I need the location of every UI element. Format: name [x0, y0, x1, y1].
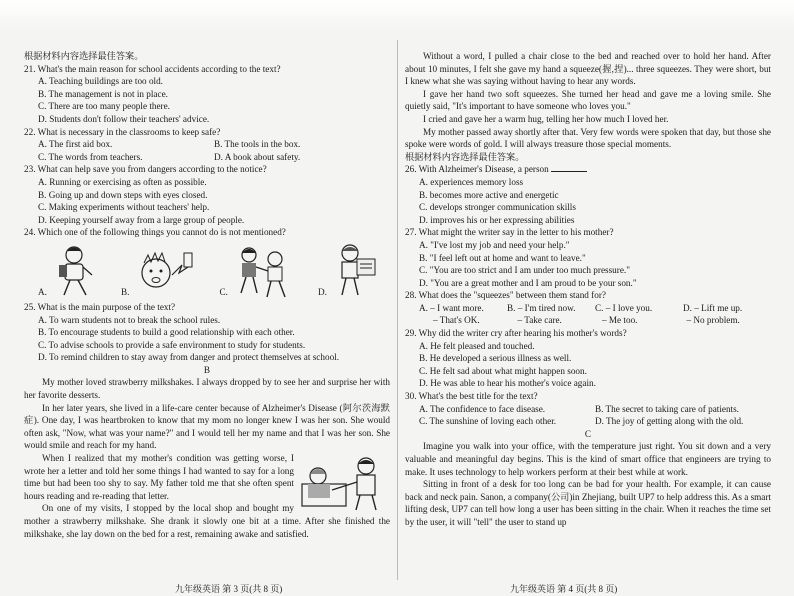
q23-option-a: A. Running or exercising as often as possible.: [38, 176, 207, 187]
passage-b-paragraph-3: When I realized that my mother's condition was getting worse, I wrote her a letter and told her some things I had wanted to say for a long time but had been too shy to say. My father told me that she often spent hours reading and re-reading that letter.: [24, 453, 294, 501]
q30-option-a: A. The confidence to face disease.: [419, 403, 546, 414]
q24-label-c: C.: [219, 287, 228, 298]
q22-option-c: C. The words from teachers.: [38, 151, 143, 162]
page-footer-left: 九年级英语 第 3 页(共 8 页): [175, 584, 283, 594]
q26-option-a: A. experiences memory loss: [419, 176, 524, 187]
q24-label-a: A.: [38, 287, 47, 298]
q28-row-1: [419, 302, 771, 315]
q23-option-d: D. Keeping yourself away from a large group of people.: [38, 214, 245, 225]
q28-option-b: B. – I'm tired now.: [507, 302, 576, 313]
question-26-text: 26. With Alzheimer's Disease, a person: [405, 164, 549, 175]
q26-option-b: B. becomes more active and energetic: [419, 189, 559, 200]
q24-pictures: [38, 241, 380, 299]
q21-option-b: B. The management is not in place.: [38, 88, 168, 99]
q24-picture-c: [220, 245, 295, 299]
q28-option-d-reply: – No problem.: [686, 315, 740, 326]
q28-option-c: C. – I love you.: [595, 302, 653, 313]
q30-row-1: [419, 403, 771, 416]
page-footer-right: 九年级英语 第 4 页(共 8 页): [510, 584, 618, 594]
q25-option-c: C. To advise schools to provide a safe environment to study for students.: [38, 339, 306, 350]
q24-label-d: D.: [318, 287, 327, 298]
running-child-illustration: [50, 245, 98, 299]
question-27: 27. What might the writer say in the letter to his mother?: [405, 227, 614, 238]
passage-b-paragraph-7: I cried and gave her a warm hug, telling her how much I loved her.: [423, 113, 669, 124]
instruction-b: 根据材料内容选择最佳答案。: [405, 151, 525, 162]
q25-option-b: B. To encourage students to build a good relationship with each other.: [38, 327, 295, 338]
q21-option-a: A. Teaching buildings are too old.: [38, 76, 163, 87]
question-21: 21. What's the main reason for school accidents according to the text?: [24, 63, 281, 74]
fighting-children-illustration: [231, 245, 295, 299]
instruction: 根据材料内容选择最佳答案。: [24, 51, 144, 61]
passage-c-paragraph-2: Sitting in front of a desk for too long can be bad for your health. For example, it can cause back and neck pain. Sanon, a company(公司)in Zhejiang, built UP7 to help address this. As a smart lifting desk, UP7 can tell how long a user has been sitting in the chair. When it reaches the time set by the user, it will "tell" the user to stand up: [405, 479, 771, 527]
section-c-heading: C: [584, 428, 592, 439]
mother-son-illustration: [300, 454, 390, 512]
column-divider: [397, 40, 398, 580]
question-24: 24. Which one of the following things you cannot do is not mentioned?: [24, 227, 286, 238]
question-26: [405, 163, 771, 176]
q24-picture-d: [318, 243, 380, 299]
question-22: 22. What is necessary in the classrooms to keep safe?: [24, 126, 221, 137]
q30-option-b: B. The secret to taking care of patients.: [595, 403, 739, 414]
q27-option-b: B. "I feel left out at home and want to leave.": [419, 252, 586, 263]
reading-child-illustration: [330, 243, 380, 299]
q29-option-c: C. He felt sad about what might happen soon.: [419, 365, 587, 376]
passage-b-paragraph-2: In her later years, she lived in a life-care center because of Alzheimer's Disease (阿尔茨海默症). One day, I was heartbroken to know that my mom no longer knew I was her son. She would often ask, "Now, what was your name?" and I would tell her my name and that I was her son. She would smile and reach for my hand.: [24, 402, 390, 451]
q28-option-c-reply: – Me too.: [602, 315, 638, 326]
q28-row-2: [419, 314, 771, 327]
passage-c-paragraph-1: Imagine you walk into your office, with the temperature just right. You sit down and a very valuable and meaningful day begins. This is the kind of smart office that engineers are trying to make. It uses technology to help workers perform at their best while at work.: [405, 441, 771, 477]
q29-option-d: D. He was able to hear his mother's voice again.: [419, 378, 596, 389]
q25-option-d: D. To remind children to stay away from danger and protect themselves at school.: [38, 352, 340, 363]
q21-option-d: D. Students don't follow their teachers' advice.: [38, 113, 210, 124]
q28-option-d: D. – Lift me up.: [683, 302, 743, 313]
q30-option-c: C. The sunshine of loving each other.: [419, 416, 557, 427]
q27-option-d: D. "You are a great mother and I am proud to be your son.": [419, 277, 637, 288]
q27-option-a: A. "I've lost my job and need your help.": [419, 239, 570, 250]
q25-option-a: A. To warn students not to break the school rules.: [38, 314, 221, 325]
q21-option-c: C. There are too many people there.: [38, 101, 170, 112]
passage-b-paragraph-6: I gave her hand two soft squeezes. She turned her head and gave me a loving smile. She quietly said, "It's important to have someone who loves you.": [405, 88, 771, 112]
q26-option-c: C. develops stronger communication skills: [419, 202, 576, 213]
q24-picture-b: [121, 249, 196, 299]
section-b-heading: B: [203, 364, 211, 375]
q23-option-b: B. Going up and down steps with eyes closed.: [38, 189, 208, 200]
q28-option-a-reply: – That's OK.: [433, 315, 480, 326]
q30-row-2: [419, 415, 771, 428]
q30-option-d: D. The joy of getting along with the old.: [595, 416, 744, 427]
question-23: 23. What can help save you from dangers according to the notice?: [24, 164, 267, 175]
q23-option-c: C. Making experiments without teachers' help.: [38, 202, 210, 213]
q22-row-1: [38, 138, 390, 151]
electric-shock-illustration: [132, 249, 196, 299]
q24-label-b: B.: [121, 287, 130, 298]
answer-blank: [551, 163, 587, 172]
q29-option-a: A. He felt pleased and touched.: [419, 340, 535, 351]
q24-picture-a: [38, 245, 98, 299]
q29-option-b: B. He developed a serious illness as well.: [419, 353, 572, 364]
q22-row-2: [38, 151, 390, 164]
q22-option-a: A. The first aid box.: [38, 139, 113, 150]
q22-option-d: D. A book about safety.: [214, 151, 301, 162]
q27-option-c: C. "You are too strict and I am under too much pressure.": [419, 265, 630, 276]
question-28: 28. What does the "squeezes" between them stand for?: [405, 290, 606, 301]
left-column: [24, 50, 390, 540]
scan-edge: [0, 0, 794, 30]
q28-option-b-reply: – Take care.: [517, 315, 562, 326]
passage-b-paragraph-5: Without a word, I pulled a chair close to the bed and reached over to hold her hand. After about 10 minutes, I felt she gave my hand a squeeze(握,捏)... three squeezes. They were short, but I knew what she was saying without having to hear any words.: [405, 51, 771, 87]
question-29: 29. Why did the writer cry after hearing his mother's words?: [405, 328, 627, 339]
question-30: 30. What's the best title for the text?: [405, 391, 538, 402]
question-25: 25. What is the main purpose of the text?: [24, 301, 176, 312]
passage-b-paragraph-4: On one of my visits, I stopped by the local shop and bought my mother a strawberry milkshake. She drank it slowly one bit at a time. After she finished the milkshake, she lay down on the bed for a rest, remaining awake and satisfied.: [24, 503, 390, 539]
passage-b-paragraph-8: My mother passed away shortly after that. Very few words were spoken that day, but those she spoke were words of gold. I will always treasure those special moments.: [405, 126, 771, 150]
q28-option-a: A. – I want more.: [419, 302, 484, 313]
q22-option-b: B. The tools in the box.: [214, 139, 301, 150]
q26-option-d: D. improves his or her expressing abilities: [419, 214, 575, 225]
passage-b-paragraph-1: My mother loved strawberry milkshakes. I always dropped by to see her and surprise her with her favorite desserts.: [24, 377, 390, 401]
right-column: [405, 50, 771, 529]
